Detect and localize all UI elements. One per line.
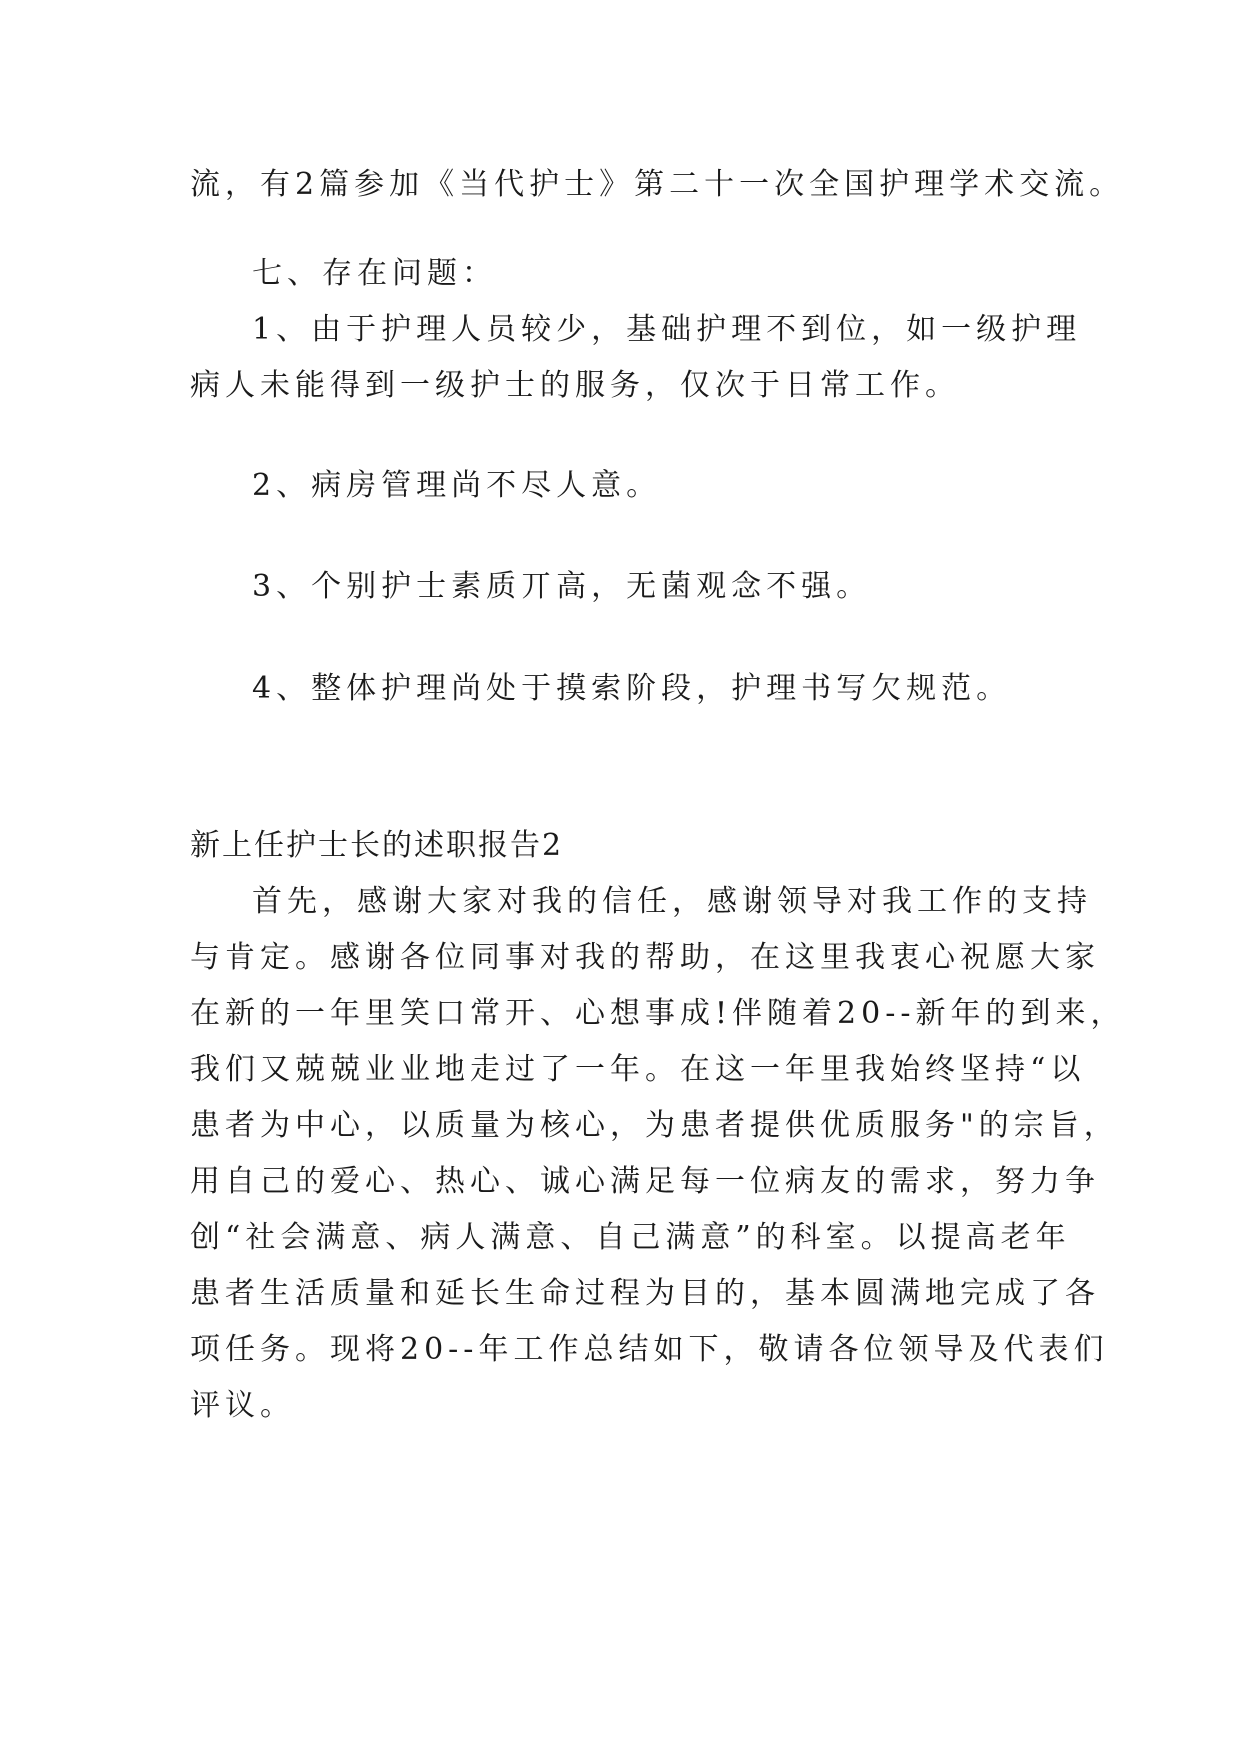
problem-item-3: 3、个别护士素质丌高，无菌观念不强。	[252, 569, 872, 604]
report-paragraph-line: 我们又兢兢业业地走过了一年。在这一年里我始终坚持“以	[190, 1052, 1086, 1087]
problems-heading: 七、存在问题：	[252, 256, 497, 291]
report-paragraph-line: 与肯定。感谢各位同事对我的帮助，在这里我衷心祝愿大家	[190, 940, 1100, 975]
problem-item-4: 4、整体护理尚处于摸索阶段，护理书写欠规范。	[252, 671, 1012, 706]
problem-item-1-line-2: 病人未能得到一级护士的服务，仅次于日常工作。	[190, 368, 960, 403]
report-paragraph-line: 创“社会满意、病人满意、自己满意”的科室。以提高老年	[190, 1220, 1071, 1255]
report-paragraph-line: 在新的一年里笑口常开、心想事成!伴随着20--新年的到来，	[190, 996, 1126, 1031]
report-title: 新上任护士长的述职报告2	[190, 828, 564, 863]
report-paragraph-line: 首先，感谢大家对我的信任，感谢领导对我工作的支持	[252, 884, 1092, 919]
report-paragraph-line: 患者生活质量和延长生命过程为目的，基本圆满地完成了各	[190, 1276, 1100, 1311]
paragraph-continuation-line: 流，有2篇参加《当代护士》第二十一次全国护理学术交流。	[190, 167, 1125, 202]
report-paragraph-line: 评议。	[190, 1388, 295, 1423]
report-paragraph-line: 用自己的爱心、热心、诚心满足每一位病友的需求，努力争	[190, 1164, 1100, 1199]
report-paragraph-line: 项任务。现将20--年工作总结如下，敬请各位领导及代表们	[190, 1332, 1109, 1367]
problem-item-2: 2、病房管理尚不尽人意。	[252, 468, 662, 503]
problem-item-1-line-1: 1、由于护理人员较少，基础护理不到位，如一级护理	[252, 312, 1082, 347]
report-paragraph-line: 患者为中心，以质量为核心，为患者提供优质服务"的宗旨，	[190, 1108, 1119, 1143]
